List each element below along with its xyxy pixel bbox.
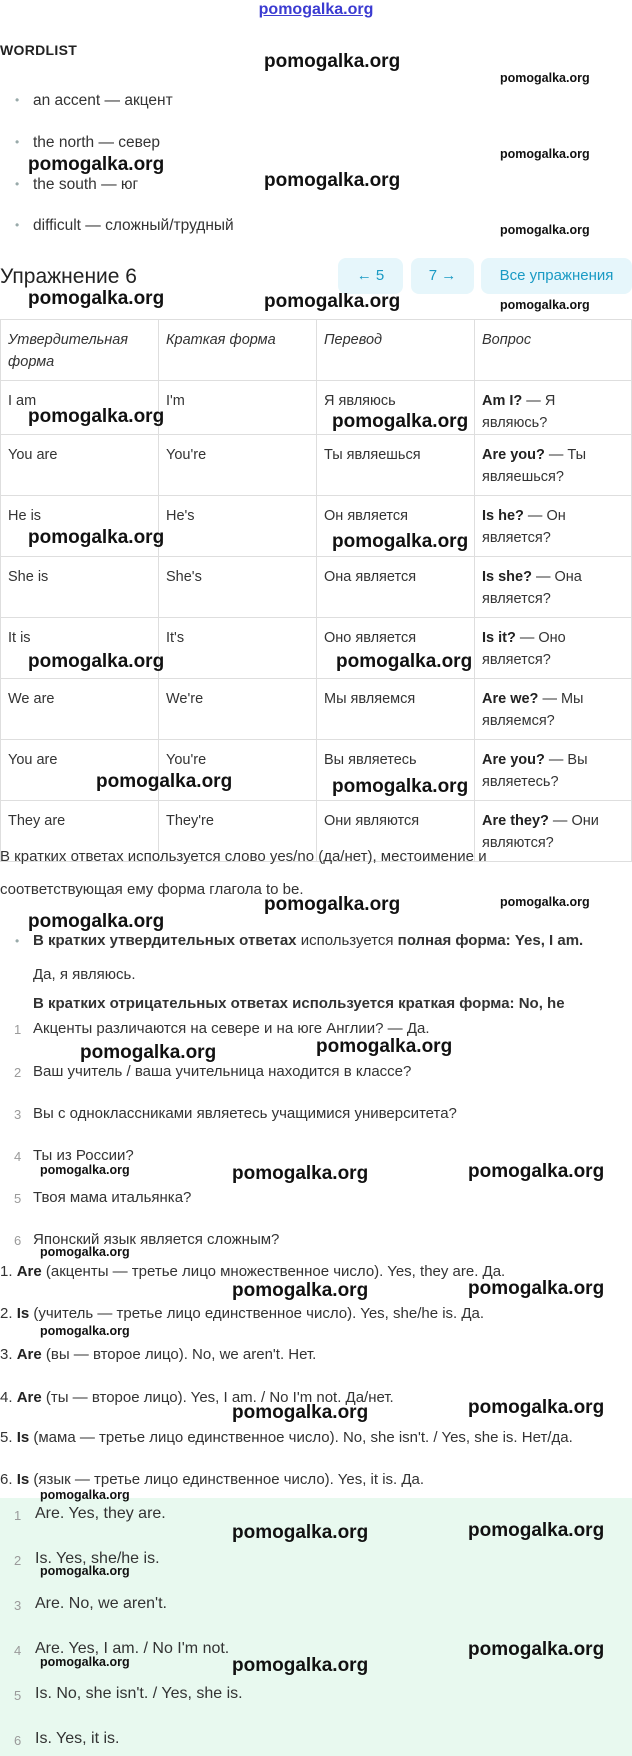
grammar-table [0,319,632,862]
watermark: pomogalka.org [468,1639,605,1660]
item-text: Японский язык является сложным? [33,1231,280,1248]
watermark: pomogalka.org [332,531,469,552]
watermark: pomogalka.org [232,1280,369,1301]
table-cell [475,801,632,862]
item-text: Ваш учитель / ваша учительница находится в классе? [33,1063,412,1080]
question-bold: Are you? [482,447,545,463]
item-text: Are. Yes, I am. / No I'm not. [35,1640,230,1657]
all-exercises-button[interactable]: Все упражнения [481,258,632,294]
solution-bold: Is [16,1305,30,1322]
watermark: pomogalka.org [28,288,165,309]
watermark: pomogalka.org [500,147,590,161]
column-header: Утвердительная форма [1,320,159,381]
watermark: pomogalka.org [232,1522,369,1543]
table-cell [475,740,632,801]
solution-rest: (язык — третье лицо единственное число). Yes, it is. Да. [29,1471,425,1488]
item-text: Твоя мама итальянка? [33,1189,192,1206]
table-cell: You're [159,740,317,801]
table-cell [475,679,632,740]
explanation-line: соответствующая ему форма глагола to be. [0,881,304,898]
question-rest: — Она является? [482,569,582,607]
item-text: Is. Yes, she/he is. [35,1550,160,1567]
bullet-bold: В кратких утвердительных ответах [33,932,297,949]
watermark: pomogalka.org [468,1278,605,1299]
watermark: pomogalka.org [500,298,590,312]
watermark: pomogalka.org [264,51,401,72]
watermark: pomogalka.org [28,406,165,427]
solution-line [0,1429,632,1446]
item-number: 1 [14,1022,22,1037]
question-bold: Is she? [482,569,532,585]
solution-prefix: 5. [0,1429,17,1446]
table-cell: I'm [159,381,317,435]
watermark: pomogalka.org [40,1324,130,1338]
table-row [1,557,632,618]
solution-line [0,1471,632,1488]
watermark: pomogalka.org [40,1655,130,1669]
explanation-bullet [16,930,626,952]
watermark: pomogalka.org [500,71,590,85]
watermark: pomogalka.org [316,1036,453,1057]
solution-rest: (мама — третье лицо единственное число). No, she isn't. / Yes, she is. Нет/да. [29,1429,573,1446]
watermark: pomogalka.org [80,1042,217,1063]
table-cell: Она является [317,557,475,618]
watermark: pomogalka.org [500,895,590,909]
table-cell: You're [159,435,317,496]
watermark: pomogalka.org [264,291,401,312]
wordlist-item [16,134,160,152]
table-cell: Ты являешься [317,435,475,496]
table-cell [475,435,632,496]
solution-rest: (учитель — третье лицо единственное число). Yes, she/he is. Да. [29,1305,485,1322]
watermark: pomogalka.org [336,651,473,672]
table-cell: Я являюсь [317,381,475,435]
watermark: pomogalka.org [468,1397,605,1418]
solution-rest: (акценты — третье лицо множественное число). Yes, they are. Да. [41,1263,506,1280]
item-number: 4 [14,1149,22,1164]
item-text: Вы с одноклассниками являетесь учащимися университета? [33,1105,457,1122]
watermark: pomogalka.org [40,1488,130,1502]
item-text: Are. Yes, they are. [35,1505,166,1522]
watermark: pomogalka.org [332,411,469,432]
table-cell: We are [1,679,159,740]
solution-bold: Are [16,1346,42,1363]
table-row [1,679,632,740]
wordlist-item-text: the south — юг [33,176,139,193]
table-cell: You are [1,435,159,496]
solution-rest: (вы — второе лицо). No, we aren't. Нет. [41,1346,317,1363]
table-cell: It's [159,618,317,679]
watermark: pomogalka.org [264,170,401,191]
table-cell: He is [1,496,159,557]
question-bold: Are they? [482,813,549,829]
table-cell: It is [1,618,159,679]
item-number: 3 [14,1107,22,1122]
table-cell [475,618,632,679]
table-cell: Вы являетесь [317,740,475,801]
wordlist-title: WORDLIST [0,42,78,58]
table-header-row [1,320,632,381]
bullet-sub: Да, я являюсь. [33,966,136,983]
watermark: pomogalka.org [40,1564,130,1578]
table-cell: Он является [317,496,475,557]
table-cell: We're [159,679,317,740]
solution-rest: (ты — второе лицо). Yes, I am. / No I'm not. Да/нет. [41,1389,394,1406]
solution-prefix: 2. [0,1305,17,1322]
wordlist-item-text: the north — север [33,134,160,151]
solution-prefix: 6. [0,1471,17,1488]
solution-prefix: 3. [0,1346,17,1363]
table-cell: I am [1,381,159,435]
question-rest: — Вы являетесь? [482,752,588,790]
table-cell [475,381,632,435]
question-bold: Is it? [482,630,516,646]
watermark: pomogalka.org [232,1402,369,1423]
watermark: pomogalka.org [468,1161,605,1182]
watermark: pomogalka.org [332,776,469,797]
item-text: Is. Yes, it is. [35,1730,120,1747]
clipped-text [33,995,593,1015]
wordlist-item [16,92,173,110]
watermark: pomogalka.org [28,154,165,175]
column-header: Вопрос [475,320,632,381]
question-bold: Am I? [482,393,523,409]
explanation-line: В кратких ответах используется слово yes/no (да/нет), местоимение и [0,848,487,865]
bullet-mid: используется [296,932,398,949]
column-header: Краткая форма [159,320,317,381]
watermark: pomogalka.org [468,1520,605,1541]
table-cell: Они являются [317,801,475,862]
watermark: pomogalka.org [40,1163,130,1177]
item-number: 5 [14,1688,22,1703]
watermark: pomogalka.org [28,911,165,932]
solution-prefix: 4. [0,1389,17,1406]
question-rest: — Ты являешься? [482,447,587,485]
clipped-text-inner: В кратких отрицательных ответах используется краткая форма: No, he [33,995,565,1012]
solution-bold: Are [16,1263,42,1280]
item-number: 5 [14,1191,22,1206]
watermark: pomogalka.org [232,1163,369,1184]
table-cell: Оно является [317,618,475,679]
item-number: 2 [14,1065,22,1080]
item-number: 2 [14,1553,22,1568]
bullet-bold: полная форма: Yes, I am. [397,932,584,949]
watermark: pomogalka.org [500,223,590,237]
exercise-title: Упражнение 6 [0,265,137,288]
wordlist-item-text: an accent — акцент [33,92,173,109]
item-text: Is. No, she isn't. / Yes, she is. [35,1685,243,1702]
table-cell: Мы являемся [317,679,475,740]
solution-bold: Is [16,1471,30,1488]
wordlist-item [16,176,138,194]
table-cell: You are [1,740,159,801]
prev-exercise-button[interactable]: ← 5 [338,258,403,294]
question-rest: — Оно является? [482,630,566,668]
item-number: 6 [14,1733,22,1748]
table-cell: He's [159,496,317,557]
item-number: 4 [14,1643,22,1658]
table-row [1,435,632,496]
question-bold: Are you? [482,752,545,768]
question-rest: — Он является? [482,508,566,546]
column-header: Перевод [317,320,475,381]
solution-prefix: 1. [0,1263,17,1280]
site-link[interactable]: pomogalka.org [258,1,374,18]
table-cell: She is [1,557,159,618]
solution-bold: Are [16,1389,42,1406]
item-number: 3 [14,1598,22,1613]
item-text: Акценты различаются на севере и на юге Англии? — Да. [33,1020,430,1037]
item-number: 1 [14,1508,22,1523]
wordlist-item-text: difficult — сложный/трудный [33,217,234,234]
question-bold: Are we? [482,691,539,707]
table-cell [475,496,632,557]
wordlist-item [16,217,234,235]
item-text: Are. No, we aren't. [35,1595,167,1612]
question-rest: — Мы являемся? [482,691,584,729]
next-exercise-button[interactable]: 7 → [411,258,474,294]
watermark: pomogalka.org [40,1245,130,1259]
solution-line [0,1305,632,1322]
watermark: pomogalka.org [28,527,165,548]
solution-line [0,1346,632,1363]
table-cell: She's [159,557,317,618]
question-rest: — Я являюсь? [482,393,556,431]
solution-bold: Is [16,1429,30,1446]
question-rest: — Они являются? [482,813,599,851]
watermark: pomogalka.org [28,651,165,672]
watermark: pomogalka.org [264,894,401,915]
item-number: 6 [14,1233,22,1248]
table-cell: They're [159,801,317,862]
question-bold: Is he? [482,508,524,524]
watermark: pomogalka.org [96,771,233,792]
table-cell: They are [1,801,159,862]
item-text: Ты из России? [33,1147,134,1164]
watermark: pomogalka.org [232,1655,369,1676]
table-cell [475,557,632,618]
